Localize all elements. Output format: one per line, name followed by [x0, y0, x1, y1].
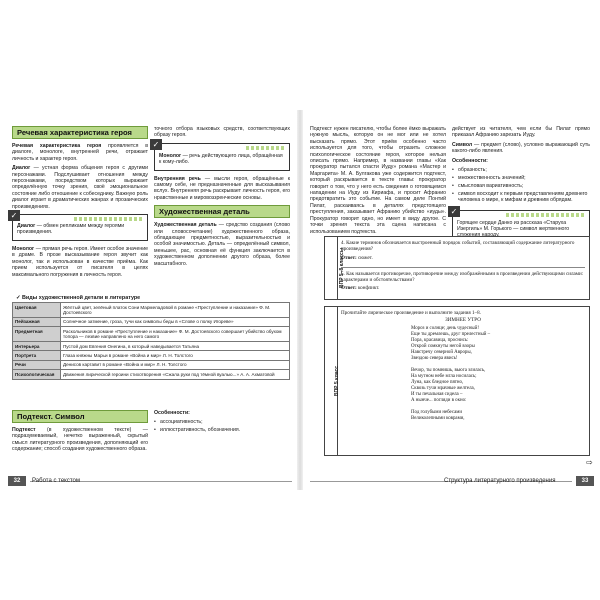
- table-cell-example: Солнечное затмение, гроза, тучи как символы беды в «Слове о полку Игореве»: [61, 317, 290, 326]
- poem-line: И ты печальная сидела –: [411, 391, 463, 397]
- paragraph-subtext-example: Подтекст нужен писателю, чтобы более ёмко выражать нужную мысль, которую он не мог или не хотел высказать прямо. Этот приём особенно часто используется для того, чтобы отразить сложное психологическое состояние героя, которое нельзя описать прямо. Например, в названии главы «Как прокуратор пытался спасти Иуду» романа «Мастер и Маргарита» М. А. Булгакова уже содержится подтекст, который раскрывается в тексте главы: прокуратор говорит о том, что у него есть сведения о готовящемся нападении на Иуду из Кириафа, и просит Афранио предотвратить это событие. На самом деле Понтий Пилат, раскаиваясь в деталях предстоящего преступления, заказывает Афранию убийство «иуды». Прокуратор говорит одно, но имеет в виду другое. С точки зрения текста эта сцена написана с использованием подтекста.: [310, 126, 446, 235]
- paragraph-monolog: Монолог — прямая речь героя. Имеет особое значение в драме. В прозе высказывание героя звучит как монолог, так и использован в качестве приёма. Как прием используется от писателя в целях максимального погружения в личность героя.: [12, 245, 148, 278]
- vpr-box-5: [324, 306, 590, 456]
- paragraph-dialog: Диалог — устная форма общения героя с другими персонажами. Подслушивает отношения между персонажами, посредством которых выражает определённую точку зрения, своё эмоциональное состояние либо отношение к собеседнику. Важную роль диалог играет в драматических жанрах и прозаических произведениях.: [12, 165, 148, 210]
- section-title-subtext: Подтекст. Символ: [12, 410, 148, 423]
- paragraph-inner-speech: Внутренняя речь — мысли героя, обращённые к самому себе, не предназначенные для высказывания вслух. Внутренняя речь раскрывает личность героя, его нравственные и мировоззренческие основы.: [154, 175, 290, 201]
- paragraph-detail: Художественная деталь — средство создания (слово или словосочетание) художественного образа, обладающее предметностью, выразительностью и особой значимостью. Деталь — определённый символ, меньшее, рас, основная её функция заключается в художественном дополнении другого образа, более масштабного.: [154, 222, 290, 267]
- features-left-list: [154, 419, 290, 433]
- checkmark-icon: ✓: [150, 139, 162, 150]
- checkmark-icon: ✓: [8, 210, 20, 221]
- table-row: [13, 370, 290, 379]
- section-title-detail: Художественная деталь: [154, 205, 290, 218]
- list-item: • множественность значений;: [452, 175, 590, 181]
- list-item: • смысловая вариативность;: [452, 183, 590, 189]
- features-label: Особенности:: [154, 410, 190, 416]
- vpr-question-4: 4. Какие терминов обозначается выстроенный порядок событий, составляющий содержание литературного произведения?: [341, 240, 575, 253]
- table-row: [13, 327, 290, 342]
- table-cell-example: Денисов картавит в романе «Война и мир» Л. Н. Толстого: [61, 360, 290, 369]
- section-title-speech: Речевая характеристика героя: [12, 126, 148, 139]
- right-column-1: [310, 126, 446, 238]
- poem-line: Под голубыми небесами: [411, 409, 462, 415]
- table-cell-type: Пейзажная: [13, 317, 61, 326]
- poem-line: Великолепными коврами,: [411, 415, 465, 421]
- note-dialog: ✓ Диалог — обмен репликами между героями произведения.: [12, 214, 148, 241]
- vpr-question-5: 5. Как называется противоречие, противоречие между изображёнными в произведении действующими силами: характерами и обстоятельствами?: [341, 270, 584, 284]
- left-column-1: [12, 126, 148, 281]
- arrow-right-icon: ⇨: [586, 458, 593, 467]
- page-number-left: 32: [8, 476, 26, 486]
- vpr-box-5-8: [324, 236, 590, 300]
- poem-line: Еще ты дремлешь, друг прелестный –: [411, 331, 491, 337]
- left-column-2-bottom: [154, 410, 290, 435]
- table-row: [13, 360, 290, 369]
- table-row: [13, 342, 290, 351]
- footer-right: Структура литературного произведения: [444, 478, 556, 484]
- table-cell-example: Глаза княжны Марьи в романе «Война и мир» Л. Н. Толстого: [61, 351, 290, 360]
- vpr-side-label: ВПР 5–8 классы: [325, 237, 338, 299]
- vpr-answer-4: Ответ: сюжет.: [341, 254, 373, 261]
- left-column-2: [154, 126, 290, 270]
- poem-line: А нынче... погляди в окно:: [411, 397, 467, 403]
- paragraph-speech: Речевая характеристика героя проявляется в диалоге, монологе, внутренней речи, отражает личность и характер героя.: [12, 143, 148, 162]
- table-cell-type: Психологическая: [13, 370, 61, 379]
- paragraph-symbol: Символ — предмет (слово), условно выражающий суть какого-либо явления.: [452, 141, 590, 155]
- table-row: [13, 303, 290, 318]
- table-cell-example: Движения лирической героини стихотворения «Сжала руки под тёмной вуалью...» А. А. Ахматовой: [61, 370, 290, 379]
- vpr-intro: Прочитайте лирическое произведение и выполните задания 1–8.: [341, 310, 481, 316]
- table-cell-type: Предметная: [13, 327, 61, 342]
- poem-line: Луна, как бледное пятно,: [411, 379, 464, 385]
- paragraph-continuation: точного отбора языковых средств, соответствующих образу героя.: [154, 126, 290, 139]
- table-row: [13, 317, 290, 326]
- table-cell-example: Пустой дом Евгения Онегина, в который наведывается Татьяна: [61, 342, 290, 351]
- stripe-decoration: [506, 213, 586, 217]
- poem-line: Навстречу северной Авроры,: [411, 349, 472, 355]
- stripe-decoration: [246, 146, 286, 150]
- table-cell-example: Жёлтый цвет, зелёный платок Сони Мармеладовой в романе «Преступление и наказание» Ф. М. Достоевского: [61, 303, 290, 318]
- poem-title: ЗИМНЕЕ УТРО: [445, 317, 481, 324]
- footer-left: Работа с текстом: [32, 478, 80, 484]
- table-cell-type: Цветовая: [13, 303, 61, 318]
- list-item: • ассоциативность;: [154, 419, 290, 425]
- poem-text: [411, 326, 585, 422]
- list-item: • образность;: [452, 167, 590, 173]
- left-column-1-bottom: [12, 410, 148, 456]
- detail-types-table: [12, 302, 290, 380]
- paragraph-subtext: Подтекст (в художественном тексте) — подразумеваемый, нечетко выраженный, скрытый смысл литературного произведения, дополняющий его содержание; способ создания художественного образа.: [12, 427, 148, 453]
- poem-line: Сквозь тучи мрачные желтела,: [411, 385, 475, 391]
- book-gutter: [297, 110, 303, 490]
- table-cell-type: Речи: [13, 360, 61, 369]
- vpr-side-label: ВПР 5 класс: [325, 307, 338, 455]
- left-page: [6, 112, 296, 488]
- detail-types-table-block: [12, 294, 290, 380]
- note-symbol-example: ✓ Горящее сердце Данко из рассказа «Старуха Изергиль» М. Горького — символ жертвенного: [452, 210, 590, 244]
- list-item: • иллюстративность, обозначения.: [154, 427, 290, 433]
- poem-line: Звездою севера явись!: [411, 355, 458, 361]
- list-item: • символ восходит к первым представлениям древнего человека о мире, к мифам и древним обрядам.: [452, 191, 590, 204]
- right-page: [304, 112, 596, 488]
- vpr-answer-5: Ответ: конфликт.: [341, 285, 380, 292]
- checkmark-icon: ✓: [448, 206, 460, 217]
- poem-line: Открой сомкнуты негой взоры: [411, 343, 475, 349]
- table-cell-type: Интерьера: [13, 342, 61, 351]
- stripe-decoration: [74, 217, 144, 221]
- poem-line: Мороз и солнце; день чудесный!: [411, 325, 479, 331]
- page-number-right: 33: [576, 476, 594, 486]
- poem-line: Вечор, ты помнишь, вьюга злилась,: [411, 367, 486, 373]
- poem-line: Пора, красавица, проснись:: [411, 337, 469, 343]
- table-cell-type: Портрета: [13, 351, 61, 360]
- features-right-list: [452, 167, 590, 204]
- table-cell-example: Раскольников в романе «Преступление и наказание» Ф. М. Достоевского совершает убийство обухом топора — лезвие направлено на него самого: [61, 327, 290, 342]
- note-monolog: ✓ Монолог — речь действующего лица, обращённая к кому-либо.: [154, 143, 290, 171]
- features-label: Особенности:: [452, 157, 488, 164]
- table-title: ✓ Виды художественной детали в литературе: [16, 295, 141, 301]
- table-row: [13, 351, 290, 360]
- paragraph-continuation: действует из читателя, чем если бы Пилат прямо приказал Афранию зарезать Иуду.: [452, 126, 590, 139]
- right-column-2: [452, 126, 590, 249]
- poem-line: На мутном небе мгла носилась;: [411, 373, 477, 379]
